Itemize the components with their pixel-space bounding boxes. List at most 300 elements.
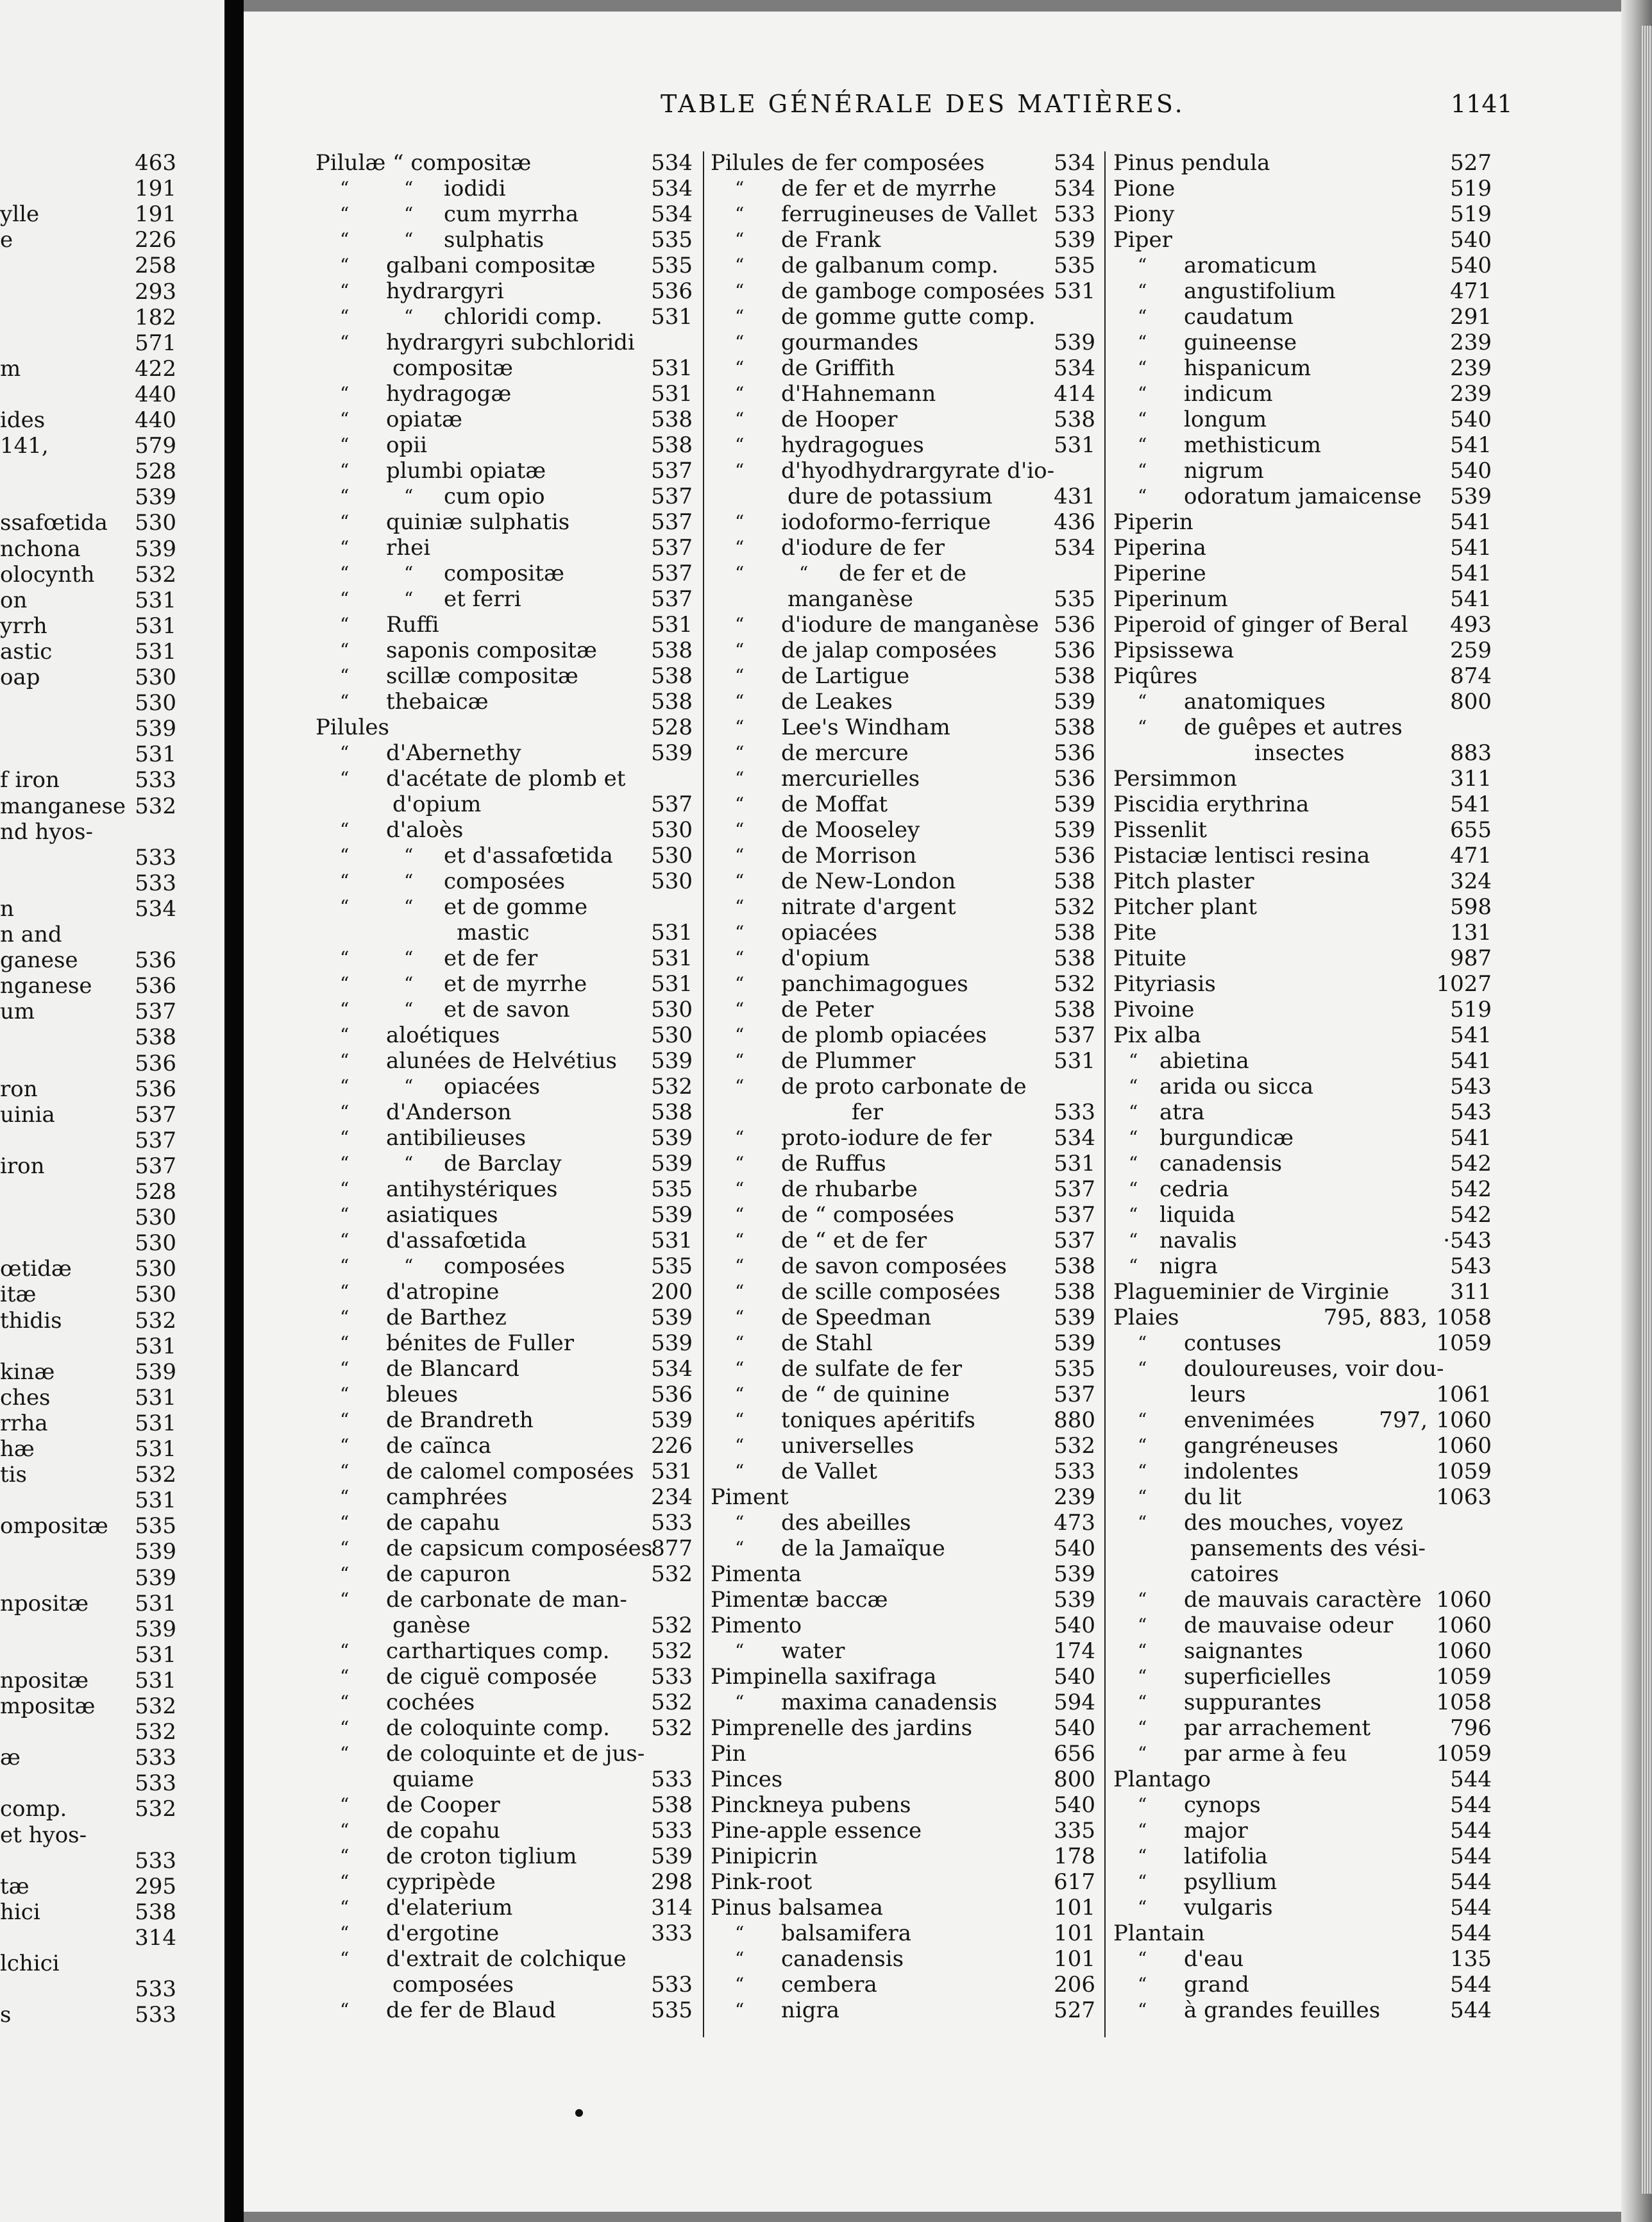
index-entry bbox=[1113, 971, 1492, 997]
left-entry-page: 440 bbox=[135, 407, 176, 433]
index-entry bbox=[316, 1895, 693, 1921]
entry-text: de mercure bbox=[781, 740, 909, 766]
index-entry bbox=[316, 612, 693, 638]
index-entry bbox=[711, 1561, 1095, 1587]
left-entry-text: on bbox=[0, 587, 28, 613]
entry-page-number: 519 bbox=[1450, 201, 1492, 227]
left-entry-page: 533 bbox=[135, 844, 176, 870]
entry-text: de scille composées bbox=[781, 1279, 1000, 1305]
entry-text: suppurantes bbox=[1184, 1690, 1322, 1715]
entry-text: d'Abernethy bbox=[386, 740, 521, 766]
ditto-mark: “ bbox=[735, 1076, 745, 1097]
index-entry bbox=[1113, 663, 1492, 689]
index-entry bbox=[1113, 1382, 1492, 1407]
entry-page-number: 1060 bbox=[1436, 1638, 1492, 1664]
left-entry-page: 531 bbox=[135, 1641, 176, 1668]
entry-page-number: 471 bbox=[1450, 843, 1492, 869]
index-entry bbox=[711, 432, 1095, 458]
index-entry bbox=[1113, 1330, 1492, 1356]
entry-text: composées bbox=[444, 869, 566, 894]
entry-text: gourmandes bbox=[781, 330, 919, 355]
ditto-mark: “ bbox=[1138, 332, 1147, 353]
entry-page-number: 533 bbox=[1054, 1099, 1095, 1125]
ditto-mark: “ bbox=[404, 306, 414, 327]
index-entry bbox=[1113, 1997, 1492, 2023]
entry-page-number: 543 bbox=[1450, 1074, 1492, 1099]
index-entry bbox=[316, 946, 693, 971]
left-page-row bbox=[0, 510, 176, 536]
ditto-mark: “ bbox=[1138, 1615, 1147, 1636]
entry-text: de Barclay bbox=[444, 1151, 562, 1176]
entry-page-number: 534 bbox=[1054, 176, 1095, 201]
index-entry bbox=[316, 458, 693, 484]
entry-page-number: 239 bbox=[1450, 330, 1492, 355]
entry-page-number: 1058 bbox=[1436, 1690, 1492, 1715]
left-entry-page: 539 bbox=[135, 1539, 176, 1565]
entry-text: de gamboge composées bbox=[781, 278, 1045, 304]
entry-page-number: 533 bbox=[651, 1972, 693, 1997]
index-entry bbox=[1113, 612, 1492, 638]
left-entry-text: uinia bbox=[0, 1101, 55, 1128]
entry-page-number: 531 bbox=[1054, 1048, 1095, 1074]
index-entry bbox=[1113, 1459, 1492, 1484]
entry-text: bénites de Fuller bbox=[386, 1330, 575, 1356]
index-entry bbox=[711, 689, 1095, 715]
left-entry-text: oap bbox=[0, 665, 40, 690]
left-page-row bbox=[0, 1488, 176, 1513]
ditto-mark: “ bbox=[404, 1076, 414, 1097]
entry-page-number: 531 bbox=[651, 304, 693, 330]
ditto-mark: “ bbox=[340, 1666, 350, 1687]
index-entry bbox=[316, 1715, 693, 1741]
index-entry bbox=[711, 561, 1095, 586]
entry-text: d'Anderson bbox=[386, 1099, 512, 1125]
index-entry bbox=[1113, 458, 1492, 484]
entry-text: cembera bbox=[781, 1972, 877, 1997]
entry-text: opiacées bbox=[781, 920, 878, 946]
index-entry bbox=[1113, 509, 1492, 535]
entry-text: Piperoid of ginger of Beral bbox=[1113, 612, 1408, 638]
entry-page-number: ·543 bbox=[1443, 1228, 1492, 1253]
entry-text: Pimprenelle des jardins bbox=[711, 1715, 973, 1741]
entry-text: de croton tiglium bbox=[386, 1844, 577, 1869]
entry-page-number: 800 bbox=[1054, 1767, 1095, 1792]
left-entry-text: nganese bbox=[0, 973, 92, 999]
ditto-mark: “ bbox=[340, 1486, 350, 1507]
index-entry bbox=[711, 1741, 1095, 1767]
entry-text: des abeilles bbox=[781, 1510, 911, 1536]
ditto-mark: “ bbox=[735, 1358, 745, 1379]
entry-text: Piment bbox=[711, 1484, 789, 1510]
left-entry-page: 532 bbox=[135, 1307, 176, 1334]
entry-page-number: 311 bbox=[1450, 766, 1492, 792]
ditto-mark: “ bbox=[735, 357, 745, 378]
index-entry bbox=[711, 638, 1095, 663]
index-entry bbox=[711, 1536, 1095, 1561]
ditto-mark: “ bbox=[1129, 1255, 1138, 1276]
entry-text: Piqûres bbox=[1113, 663, 1198, 689]
left-page-row bbox=[0, 1591, 176, 1616]
index-entry bbox=[1113, 1228, 1492, 1253]
index-entry bbox=[711, 920, 1095, 946]
entry-text: maxima canadensis bbox=[781, 1690, 997, 1715]
entry-text: de savon composées bbox=[781, 1253, 1007, 1279]
index-entry bbox=[711, 1228, 1095, 1253]
entry-page-number: 538 bbox=[651, 432, 693, 458]
left-entry-page: 531 bbox=[135, 1333, 176, 1359]
entry-page-number: 541 bbox=[1450, 586, 1492, 612]
entry-page-number: 534 bbox=[1054, 150, 1095, 176]
index-entry bbox=[1113, 1407, 1492, 1433]
index-entry bbox=[316, 1202, 693, 1228]
entry-page-number: 541 bbox=[1450, 792, 1492, 817]
entry-text: Pinipicrin bbox=[711, 1844, 818, 1869]
entry-text: atra bbox=[1159, 1099, 1205, 1125]
ditto-mark: “ bbox=[1138, 1897, 1147, 1918]
index-entry bbox=[1113, 1074, 1492, 1099]
ditto-mark: “ bbox=[735, 409, 745, 430]
index-entry bbox=[1113, 1638, 1492, 1664]
left-page-row bbox=[0, 536, 176, 562]
entry-page-number: 539 bbox=[1054, 689, 1095, 715]
ditto-mark: “ bbox=[1138, 357, 1147, 378]
index-entry bbox=[316, 253, 693, 278]
entry-page-number: 541 bbox=[1450, 1048, 1492, 1074]
page-stack-edge bbox=[1642, 26, 1652, 2194]
entry-text: à grandes feuilles bbox=[1184, 1997, 1381, 2023]
entry-text: de mauvais caractère bbox=[1184, 1587, 1422, 1613]
left-page-row bbox=[0, 253, 176, 278]
entry-text: methisticum bbox=[1184, 432, 1321, 458]
ditto-mark: “ bbox=[340, 1153, 350, 1174]
left-entry-page: 533 bbox=[135, 1976, 176, 2003]
index-entry bbox=[711, 715, 1095, 740]
entry-page-number: 314 bbox=[651, 1895, 693, 1921]
entry-extra-pages: 797, bbox=[1379, 1407, 1428, 1433]
entry-text: de proto carbonate de bbox=[781, 1074, 1027, 1099]
entry-page-number: 536 bbox=[1054, 843, 1095, 869]
left-entry-page: 571 bbox=[135, 330, 176, 356]
ditto-mark: “ bbox=[735, 1127, 745, 1148]
index-entry bbox=[711, 1074, 1095, 1099]
entry-text: navalis bbox=[1159, 1228, 1237, 1253]
index-entry bbox=[316, 432, 693, 458]
left-page-row bbox=[0, 1796, 176, 1822]
left-entry-page: 536 bbox=[135, 1076, 176, 1102]
ditto-mark: “ bbox=[404, 203, 414, 225]
index-entry bbox=[316, 1253, 693, 1279]
entry-text: de Vallet bbox=[781, 1459, 877, 1484]
entry-page-number: 541 bbox=[1450, 1022, 1492, 1048]
index-entry bbox=[316, 1587, 693, 1613]
left-entry-page: 532 bbox=[135, 1693, 176, 1719]
index-entry bbox=[1113, 869, 1492, 894]
left-entry-text: m bbox=[0, 355, 21, 382]
left-page-row bbox=[0, 1513, 176, 1539]
entry-page-number: 539 bbox=[1054, 1305, 1095, 1330]
entry-text: Piperina bbox=[1113, 535, 1206, 561]
entry-page-number: 538 bbox=[651, 663, 693, 689]
entry-text: Plantain bbox=[1113, 1921, 1205, 1946]
ditto-mark: “ bbox=[735, 947, 745, 969]
entry-page-number: 1059 bbox=[1436, 1664, 1492, 1690]
entry-page-number: 239 bbox=[1450, 381, 1492, 407]
left-page-row bbox=[0, 999, 176, 1024]
entry-text: asiatiques bbox=[386, 1202, 498, 1228]
entry-text: burgundicæ bbox=[1159, 1125, 1294, 1151]
entry-text: panchimagogues bbox=[781, 971, 968, 997]
left-entry-page: 530 bbox=[135, 510, 176, 536]
ditto-mark: “ bbox=[1138, 1589, 1147, 1610]
entry-page-number: 519 bbox=[1450, 997, 1492, 1022]
entry-text: Pitcher plant bbox=[1113, 894, 1258, 920]
ditto-mark: “ bbox=[340, 203, 350, 225]
ditto-mark: “ bbox=[735, 537, 745, 558]
entry-page-number: 101 bbox=[1054, 1946, 1095, 1972]
entry-page-number: 540 bbox=[1450, 227, 1492, 253]
entry-text: cum opio bbox=[444, 484, 545, 509]
left-page-row bbox=[0, 1925, 176, 1951]
left-page-row bbox=[0, 1436, 176, 1462]
index-entry bbox=[711, 253, 1095, 278]
entry-page-number: 1063 bbox=[1436, 1484, 1492, 1510]
entry-page-number: 874 bbox=[1450, 663, 1492, 689]
left-page-row bbox=[0, 433, 176, 459]
entry-text: douloureuses, voir dou- bbox=[1184, 1356, 1444, 1382]
ditto-mark: “ bbox=[340, 845, 350, 866]
left-page-row bbox=[0, 793, 176, 819]
entry-page-number: 436 bbox=[1054, 509, 1095, 535]
entry-text: de Moffat bbox=[781, 792, 888, 817]
left-entry-text: ompositæ bbox=[0, 1513, 108, 1539]
entry-text: indolentes bbox=[1184, 1459, 1299, 1484]
index-entry bbox=[1113, 330, 1492, 355]
entry-page-number: 535 bbox=[651, 1997, 693, 2023]
entry-page-number: 1060 bbox=[1436, 1407, 1492, 1433]
ditto-mark: “ bbox=[340, 1589, 350, 1610]
index-entry bbox=[1113, 1587, 1492, 1613]
ditto-mark: “ bbox=[735, 845, 745, 866]
ditto-mark: “ bbox=[735, 229, 745, 250]
ditto-mark: “ bbox=[340, 178, 350, 199]
ditto-mark: “ bbox=[404, 999, 414, 1020]
index-entry bbox=[711, 458, 1095, 484]
index-entry bbox=[316, 1690, 693, 1715]
entry-page-number: 473 bbox=[1054, 1510, 1095, 1536]
entry-text: Pin bbox=[711, 1741, 746, 1767]
index-entry bbox=[711, 1459, 1095, 1484]
index-entry bbox=[711, 1356, 1095, 1382]
index-entry bbox=[1113, 1484, 1492, 1510]
index-entry bbox=[1113, 1946, 1492, 1972]
index-entry bbox=[316, 1433, 693, 1459]
left-entry-text: manganese bbox=[0, 793, 126, 819]
entry-text: de Hooper bbox=[781, 407, 898, 432]
index-entry bbox=[1113, 1510, 1492, 1536]
entry-page-number: 541 bbox=[1450, 561, 1492, 586]
ditto-mark: “ bbox=[340, 819, 350, 840]
left-entry-text: f iron bbox=[0, 767, 60, 793]
ditto-mark: “ bbox=[735, 819, 745, 840]
index-entry bbox=[711, 1715, 1095, 1741]
ditto-mark: “ bbox=[340, 1538, 350, 1559]
ditto-mark: “ bbox=[340, 691, 350, 712]
entry-page-number: 544 bbox=[1450, 1844, 1492, 1869]
entry-text: arida ou sicca bbox=[1159, 1074, 1314, 1099]
left-entry-page: 532 bbox=[135, 1796, 176, 1822]
index-entry bbox=[711, 1946, 1095, 1972]
index-entry bbox=[316, 1125, 693, 1151]
index-entry bbox=[1113, 1305, 1492, 1330]
left-entry-text: ganese bbox=[0, 947, 78, 974]
left-page-row bbox=[0, 922, 176, 947]
index-entry bbox=[711, 1997, 1095, 2023]
left-page-row bbox=[0, 973, 176, 999]
entry-page-number: 540 bbox=[1054, 1613, 1095, 1638]
entry-page-number: 539 bbox=[651, 1125, 693, 1151]
ditto-mark: “ bbox=[1138, 1717, 1147, 1738]
entry-text: Pine-apple essence bbox=[711, 1818, 922, 1844]
index-entry bbox=[316, 1151, 693, 1176]
left-entry-page: 579 bbox=[135, 433, 176, 459]
index-entry bbox=[316, 484, 693, 509]
ditto-mark: “ bbox=[735, 1461, 745, 1482]
entry-page-number: 226 bbox=[651, 1433, 693, 1459]
ditto-mark: “ bbox=[340, 1076, 350, 1097]
index-entry bbox=[316, 381, 693, 407]
entry-text: de Brandreth bbox=[386, 1407, 534, 1433]
index-entry bbox=[316, 1613, 693, 1638]
left-entry-page: 532 bbox=[135, 561, 176, 588]
left-entry-text: ylle bbox=[0, 201, 40, 228]
entry-text: aromaticum bbox=[1184, 253, 1317, 278]
index-entry bbox=[316, 535, 693, 561]
entry-text: de “ composées bbox=[781, 1202, 955, 1228]
left-page-fragment bbox=[0, 0, 224, 2222]
ditto-mark: “ bbox=[340, 229, 350, 250]
left-page-row bbox=[0, 1308, 176, 1334]
entry-text: hydragogues bbox=[781, 432, 924, 458]
index-entry bbox=[316, 638, 693, 663]
entry-page-number: 174 bbox=[1054, 1638, 1095, 1664]
ditto-mark: “ bbox=[404, 486, 414, 507]
ditto-mark: “ bbox=[1138, 460, 1147, 481]
left-entry-page: 531 bbox=[135, 1384, 176, 1411]
entry-page-number: 537 bbox=[651, 586, 693, 612]
entry-page-number: 532 bbox=[651, 1074, 693, 1099]
index-entry bbox=[1113, 817, 1492, 843]
entry-text: de mauvaise odeur bbox=[1184, 1613, 1394, 1638]
left-entry-text: itæ bbox=[0, 1282, 37, 1308]
index-entry bbox=[711, 1382, 1095, 1407]
entry-page-number: 539 bbox=[1450, 484, 1492, 509]
entry-text: Piscidia erythrina bbox=[1113, 792, 1310, 817]
ditto-mark: “ bbox=[1138, 1512, 1147, 1533]
entry-text: proto-iodure de fer bbox=[781, 1125, 991, 1151]
entry-text: Lee's Windham bbox=[781, 715, 950, 740]
entry-page-number: 538 bbox=[651, 407, 693, 432]
entry-text: cynops bbox=[1184, 1792, 1261, 1818]
entry-page-number: 533 bbox=[651, 1818, 693, 1844]
entry-text: Ruffi bbox=[386, 612, 439, 638]
entry-text: de ciguë composée bbox=[386, 1664, 597, 1690]
ditto-mark: “ bbox=[404, 588, 414, 609]
ditto-mark: “ bbox=[1138, 306, 1147, 327]
ditto-mark: “ bbox=[1129, 1101, 1138, 1123]
ditto-mark: “ bbox=[340, 1461, 350, 1482]
entry-text: leurs bbox=[1190, 1382, 1246, 1407]
entry-page-number: 541 bbox=[1450, 1125, 1492, 1151]
left-page-row bbox=[0, 1539, 176, 1565]
entry-page-number: 259 bbox=[1450, 638, 1492, 663]
ditto-mark: “ bbox=[340, 1255, 350, 1276]
left-entry-text: kinæ bbox=[0, 1359, 55, 1385]
entry-page-number: 532 bbox=[1054, 1433, 1095, 1459]
entry-page-number: 537 bbox=[1054, 1202, 1095, 1228]
entry-text: d'aloès bbox=[386, 817, 464, 843]
entry-text: de caïnca bbox=[386, 1433, 492, 1459]
left-entry-page: 258 bbox=[135, 253, 176, 279]
entry-text: Pityriasis bbox=[1113, 971, 1216, 997]
ditto-mark: “ bbox=[404, 178, 414, 199]
column-rule bbox=[703, 151, 704, 2037]
entry-text: bleues bbox=[386, 1382, 459, 1407]
index-entry bbox=[1113, 1022, 1492, 1048]
index-entry bbox=[711, 1484, 1095, 1510]
index-entry bbox=[711, 1869, 1095, 1895]
entry-page-number: 534 bbox=[1054, 1125, 1095, 1151]
index-entry bbox=[711, 1921, 1095, 1946]
entry-text: Pimento bbox=[711, 1613, 802, 1638]
entry-text: longum bbox=[1184, 407, 1267, 432]
entry-page-number: 535 bbox=[651, 227, 693, 253]
ditto-mark: “ bbox=[1138, 383, 1147, 404]
index-entry bbox=[1113, 381, 1492, 407]
left-entry-page: 532 bbox=[135, 1719, 176, 1745]
entry-text: d'opium bbox=[392, 792, 482, 817]
left-entry-page: 537 bbox=[135, 999, 176, 1025]
ditto-mark: “ bbox=[735, 306, 745, 327]
index-entry bbox=[711, 1176, 1095, 1202]
index-entry bbox=[1113, 227, 1492, 253]
ditto-mark: “ bbox=[735, 1230, 745, 1251]
index-entry bbox=[711, 1664, 1095, 1690]
index-entry bbox=[1113, 1792, 1492, 1818]
ditto-mark: “ bbox=[1138, 1794, 1147, 1815]
entry-text: de rhubarbe bbox=[781, 1176, 918, 1202]
left-entry-page: 535 bbox=[135, 1513, 176, 1539]
entry-text: d'hyodhydrargyrate d'io- bbox=[781, 458, 1055, 484]
ditto-mark: “ bbox=[340, 1999, 350, 2021]
entry-text: chloridi comp. bbox=[444, 304, 603, 330]
left-entry-page: 463 bbox=[135, 150, 176, 176]
entry-page-number: 538 bbox=[1054, 869, 1095, 894]
ditto-mark: “ bbox=[340, 973, 350, 994]
left-page-row bbox=[0, 665, 176, 690]
entry-text: mastic bbox=[457, 920, 530, 946]
index-entry bbox=[1113, 1895, 1492, 1921]
left-entry-page: 533 bbox=[135, 767, 176, 793]
index-entry bbox=[316, 1176, 693, 1202]
entry-text: saignantes bbox=[1184, 1638, 1303, 1664]
left-page-row bbox=[0, 1565, 176, 1591]
entry-text: latifolia bbox=[1184, 1844, 1268, 1869]
entry-page-number: 537 bbox=[651, 458, 693, 484]
index-entry bbox=[316, 1844, 693, 1869]
entry-text: canadensis bbox=[1159, 1151, 1283, 1176]
entry-page-number: 530 bbox=[651, 997, 693, 1022]
ditto-mark: “ bbox=[340, 1692, 350, 1713]
